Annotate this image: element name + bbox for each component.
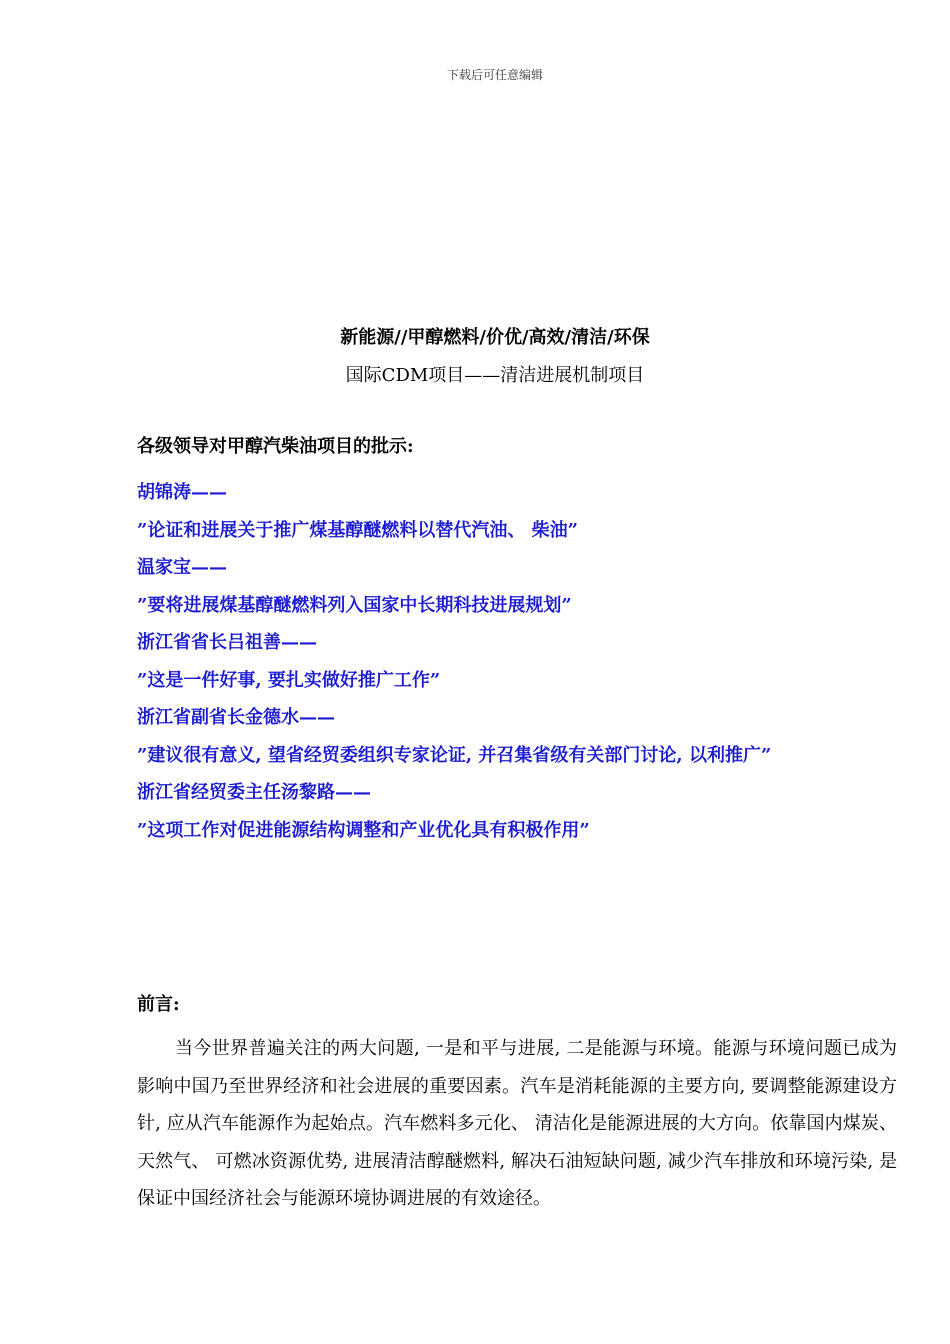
instructions-list bbox=[137, 480, 897, 855]
speaker-line: 温家宝—— bbox=[137, 557, 227, 578]
preface-paragraph: 当今世界普遍关注的两大问题, 一是和平与进展, 二是能源与环境。能源与环境问题已成为影响中国乃至世界经济和社会进展的重要因素。汽车是消耗能源的主要方向, 要调整能源建设方针, 应从汽车能源作为起始点。汽车燃料多元化、 清洁化是能源进展的大方向。依靠国内煤炭、 天然气、 可燃冰资源优势, 进展清洁醇醚燃料, 解决石油短缺问题, 减少汽车排放和环境污染, 是保证中国经济社会与能源环境协调进展的有效途径。 bbox=[137, 1038, 897, 1209]
instructions-heading: 各级领导对甲醇汽柴油项目的批示: bbox=[137, 436, 414, 457]
quote-line: ”建议很有意义, 望省经贸委组织专家论证, 并召集省级有关部门讨论, 以利推广” bbox=[137, 744, 772, 766]
quote-line: ”这是一件好事, 要扎实做好推广工作” bbox=[137, 669, 441, 691]
document-subtitle: 国际CDM项目——清洁进展机制项目 bbox=[345, 365, 645, 386]
quote-line: ”论证和进展关于推广煤基醇醚燃料以替代汽油、 柴油” bbox=[137, 519, 578, 541]
document-title: 新能源//甲醇燃料/价优/高效/清洁/环保 bbox=[340, 327, 650, 348]
speaker-line: 浙江省省长吕祖善—— bbox=[137, 632, 317, 653]
speaker-line: 浙江省经贸委主任汤黎路—— bbox=[137, 782, 371, 803]
speaker-line: 胡锦涛—— bbox=[137, 482, 227, 503]
page-header-note: 下载后可任意编辑 bbox=[446, 68, 543, 82]
preface-heading: 前言: bbox=[137, 994, 180, 1015]
quote-line: ”这项工作对促进能源结构调整和产业优化具有积极作用” bbox=[137, 819, 590, 841]
speaker-line: 浙江省副省长金德水—— bbox=[137, 707, 335, 728]
quote-line: ”要将进展煤基醇醚燃料列入国家中长期科技进展规划” bbox=[137, 594, 572, 616]
